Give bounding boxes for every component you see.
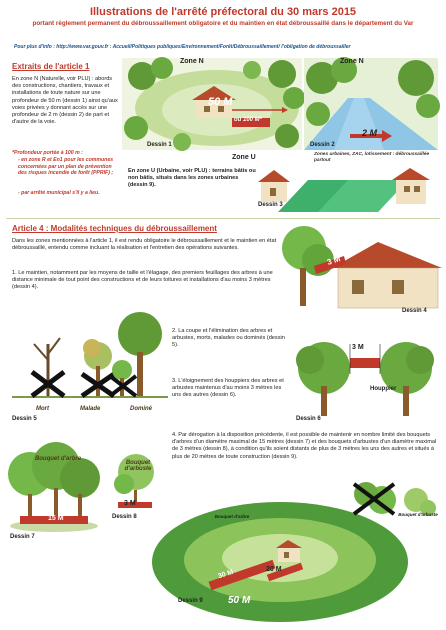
article1-text: En zone N (Naturelle, voir PLU) : abords des constructions, chantiers, travaux et installations de toute nature sur une profondeur de 50 m (dessin 1) ainsi qu'aux voies privées y donnant accès sur une profondeur de 2 m (dessin 2) de part et d'autre de la voie. bbox=[12, 76, 118, 126]
dim-50m-dessin9: 50 M bbox=[228, 595, 251, 606]
article1-heading: Extraits de l'article 1 bbox=[12, 62, 90, 71]
label-malade: Malade bbox=[80, 406, 101, 412]
article4-intro: Dans les zones mentionnées à l'article 1, il est rendu obligatoire le débroussaillement et le maintien en état débroussaillé, entendu comme incluant la réalisation et l'entretien des opérations suivantes. bbox=[12, 238, 277, 252]
dessin5-illustration bbox=[12, 304, 168, 404]
label-bouquet-arbre: Bouquet d'arbre bbox=[34, 456, 82, 462]
label-mort: Mort bbox=[36, 406, 49, 412]
page-title: Illustrations de l'arrêté préfectoral du 30 mars 2015 bbox=[89, 6, 357, 18]
zone-n-label-1: Zone N bbox=[180, 58, 204, 65]
article1-note-2: - par arrêté municipal s'il y a lieu. bbox=[18, 190, 100, 196]
label-small-bouquet-arbre: Bouquet d'arbre bbox=[214, 514, 250, 519]
zone-u-annotation: Zones urbaines, ZAC, lotissement : débroussaillée partout bbox=[314, 152, 430, 163]
dim-2m: 2 M bbox=[362, 128, 378, 138]
dim-30m: 30 M bbox=[217, 568, 235, 581]
dessin3-illustration bbox=[258, 162, 442, 212]
label-domine: Dominé bbox=[130, 406, 153, 412]
dessin1-caption: Dessin 1 bbox=[147, 142, 172, 148]
zone-u-text: En zone U (Urbaine, voir PLU) : terrains bâtis ou non bâtis, situés dans les zones urbaines (dessin 9). bbox=[128, 168, 256, 189]
dim-50m: 50 M bbox=[208, 96, 233, 108]
dessin2-caption: Dessin 2 bbox=[310, 142, 335, 148]
dessin6-caption: Dessin 6 bbox=[296, 416, 321, 422]
page-subtitle: portant règlement permanent du débroussaillement obligatoire et du maintien en état débroussaillé dans le département du Var bbox=[32, 20, 414, 27]
dessin9-caption: Dessin 9 bbox=[178, 598, 203, 604]
dessin6-illustration bbox=[294, 330, 440, 420]
article1-note-1: - en zone R et En1 pour les communes concernées par un plan de prévention des risques incendie de forêt (PPRIF) ; bbox=[18, 157, 114, 177]
dim-3m-dessin8: 3 M bbox=[124, 500, 136, 507]
article4-point2: 2. La coupe et l'élimination des arbres et arbustes, morts, malades ou dominés (dessin 5). bbox=[172, 328, 285, 349]
article4-point1: 1. Le maintien, notamment par les moyens de taille et l'élagage, des premiers feuillages des arbres à une distance minimale de tout point des constructions et de leurs toitures et installations d'au moins 3 mètres (dessin 4). bbox=[12, 270, 273, 291]
dessin4-caption: Dessin 4 bbox=[402, 308, 427, 314]
article1-note-title: *Profondeur portée à 100 m : bbox=[12, 150, 83, 156]
dessin4-illustration bbox=[282, 224, 442, 312]
dim-15m: 15 M bbox=[48, 515, 64, 522]
section-divider bbox=[6, 218, 440, 219]
dessin8-caption: Dessin 8 bbox=[112, 514, 137, 520]
dessin7-caption: Dessin 7 bbox=[10, 534, 35, 540]
label-houppier: Houppier bbox=[370, 386, 397, 392]
label-bouquet-arbuste: Bouquet d'arbuste bbox=[124, 460, 152, 472]
dessin5-caption: Dessin 5 bbox=[12, 416, 37, 422]
info-link-line[interactable]: Pour plus d'info : http://www.var.gouv.fr : Accueil/Politiques publiques/Environnement/Forêt/Débroussaillement/ l'obligation de débroussailler bbox=[14, 44, 351, 50]
label-small-bouquet-arbuste: Bouquet d'arbuste bbox=[398, 512, 438, 517]
dim-3m-dessin6: 3 M bbox=[352, 344, 364, 351]
dessin7-8-illustration bbox=[6, 430, 166, 540]
zone-n-label-2: Zone N bbox=[340, 58, 364, 65]
dim-100m: ou 100 M* bbox=[234, 117, 263, 123]
dessin3-caption: Dessin 3 bbox=[258, 202, 283, 208]
article4-point3: 3. L'éloignement des houppiers des arbres et arbustes maintenus d'au moins 3 mètres les uns des autres (dessin 6). bbox=[172, 378, 284, 399]
article4-point4: 4. Par dérogation à la disposition précédente, il est possible de maintenir en nombre limité des bouquets d'arbres d'un diamètre maximal de 15 mètres (dessin 7) et des bouquets d'arbustes d'un diamètre maximal de 3 mètres (dessin 8), à condition qu'ils soient distants de plus de 3 mètres les uns des autres et situés à plus de 20 mètres de toute construction (dessin 9). bbox=[172, 432, 437, 460]
dim-20m: 20 M bbox=[266, 566, 282, 573]
dim-3m-dessin4: 3 M bbox=[325, 254, 342, 267]
article4-heading: Article 4 : Modalités techniques du débroussaillement bbox=[12, 224, 217, 233]
zone-u-label: Zone U bbox=[232, 154, 256, 161]
